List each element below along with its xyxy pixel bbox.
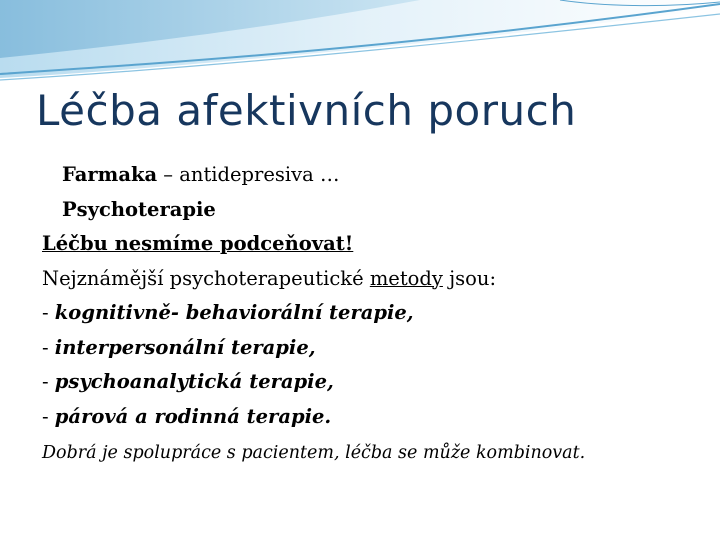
methods-prefix: Nejznámější psychoterapeutické (42, 266, 370, 290)
closing-note: Dobrá je spolupráce s pacientem, léčba se může kombinovat. (42, 443, 586, 463)
dash-marker: - (42, 404, 55, 428)
header-wave-decoration (0, 0, 720, 90)
method-label: kognitivně- behaviorální terapie, (54, 301, 414, 324)
methods-link: metody (369, 266, 443, 290)
item-bold-label: Psychoterapie (62, 197, 216, 221)
method-item (42, 331, 712, 366)
slide-title: Léčba afektivních poruch (36, 86, 577, 135)
method-label: psychoanalytická terapie, (54, 370, 334, 393)
emphasis-line: Léčbu nesmíme podceňovat! (42, 232, 354, 255)
method-item (42, 400, 712, 435)
methods-intro (42, 262, 712, 297)
bullet-item-farmaka (42, 158, 712, 193)
dash-marker: - (42, 370, 55, 393)
method-item (42, 365, 712, 400)
method-label: párová a rodinná terapie. (54, 404, 332, 428)
method-label: interpersonální terapie, (54, 335, 316, 359)
item-bold-label: Farmaka (62, 163, 158, 186)
bullet-item-psychoterapie (42, 193, 712, 228)
item-text: – antidepresiva … (157, 163, 340, 186)
methods-suffix: jsou: (442, 266, 497, 290)
slide-body (42, 158, 712, 471)
dash-marker: - (42, 301, 55, 324)
dash-marker: - (42, 335, 55, 359)
method-item (42, 296, 712, 331)
